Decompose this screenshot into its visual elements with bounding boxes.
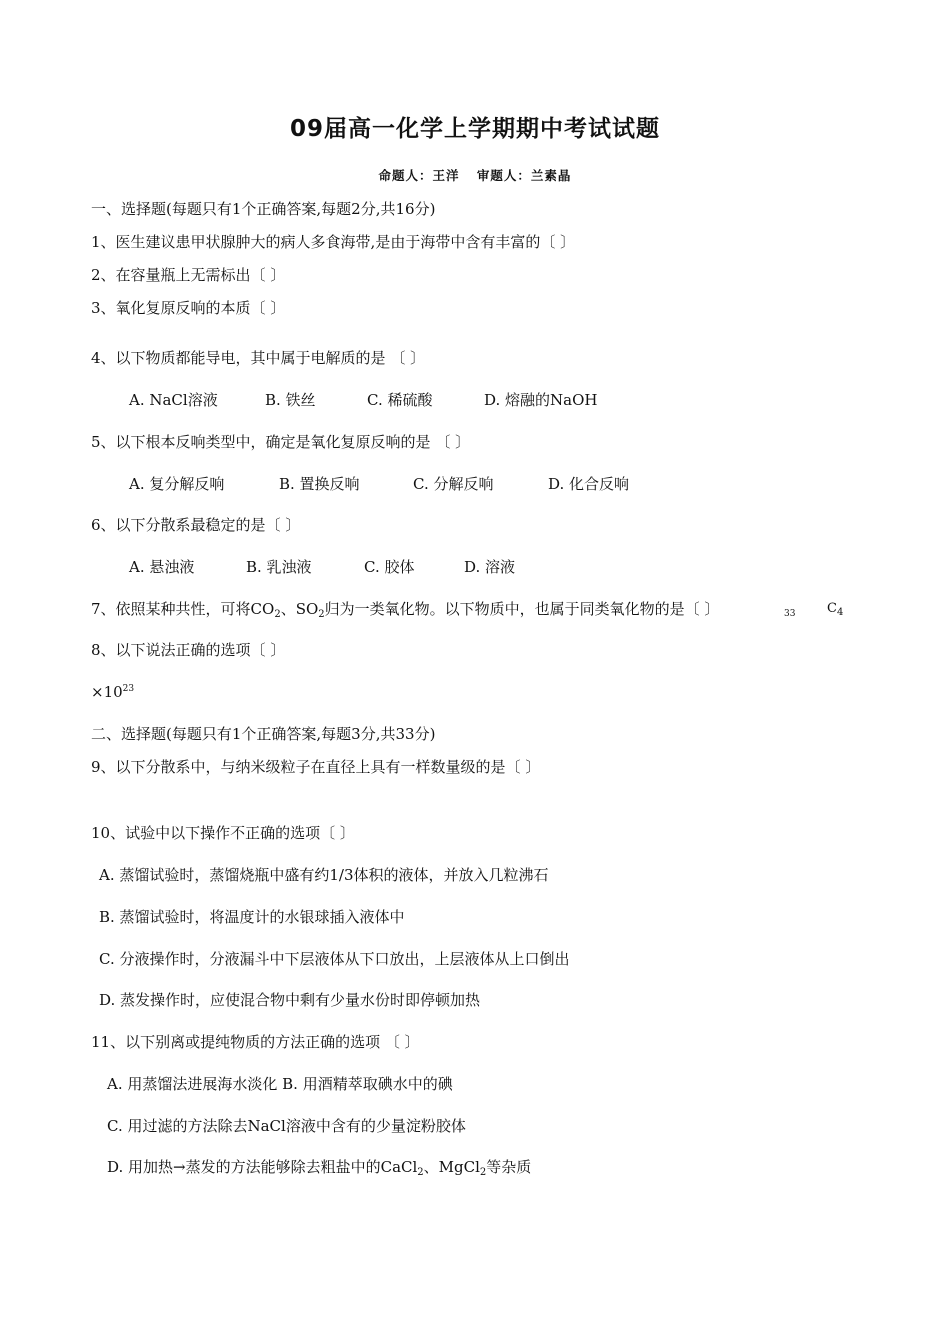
- q11-d-suffix: 等杂质: [486, 1158, 532, 1176]
- q4-option-b: B. 铁丝: [265, 391, 316, 409]
- question-1: 1、医生建议患甲状腺肿大的病人多食海带,是由于海带中含有丰富的〔 〕: [91, 233, 576, 251]
- question-2: 2、在容量瓶上无需标出〔 〕: [91, 266, 286, 284]
- reviewer-label: 审题人：兰素晶: [476, 168, 572, 183]
- page-title: 09届高一化学上学期期中考试试题: [289, 116, 660, 142]
- q11-option-d: [107, 1157, 531, 1177]
- q10-option-c: C. 分液操作时，分液漏斗中下层液体从下口放出，上层液体从上口倒出: [99, 950, 570, 968]
- q4-option-d: D. 熔融的NaOH: [484, 391, 598, 409]
- question-10: 10、试验中以下操作不正确的选项〔 〕: [91, 824, 355, 842]
- q4-option-a: A. NaCl溶液: [129, 391, 218, 409]
- setter-label: 命题人：王洋: [378, 168, 460, 183]
- q8-fragment-exp: 23: [122, 684, 135, 694]
- q5-option-d: D. 化合反响: [548, 475, 630, 493]
- question-5: 5、以下根本反响类型中，确定是氧化复原反响的是 〔 〕: [91, 433, 471, 451]
- q11-d-sub-1: 2: [417, 1167, 424, 1178]
- q11-d-sub-2: 2: [479, 1167, 487, 1178]
- q11-d-prefix: D. 用加热→蒸发的方法能够除去粗盐中的CaCl: [107, 1158, 418, 1176]
- q7-sub-1: 2: [274, 609, 281, 620]
- q6-option-d: D. 溶液: [464, 558, 516, 576]
- question-6: 6、以下分散系最稳定的是〔 〕: [91, 516, 301, 534]
- question-11: 11、以下别离或提纯物质的方法正确的选项 〔 〕: [91, 1033, 420, 1051]
- question-8: 8、以下说法正确的选项〔 〕: [91, 641, 286, 659]
- question-4: 4、以下物质都能导电，其中属于电解质的是 〔 〕: [91, 349, 426, 367]
- q5-option-c: C. 分解反响: [413, 475, 494, 493]
- q7-prefix: 7、依照某种共性，可将CO: [91, 600, 275, 618]
- q11-d-mid: 、MgCl: [423, 1158, 480, 1176]
- q5-option-a: A. 复分解反响: [129, 475, 225, 493]
- q6-option-a: A. 悬浊液: [129, 558, 195, 576]
- q6-option-b: B. 乳浊液: [246, 558, 312, 576]
- q4-option-c: C. 稀硫酸: [367, 391, 433, 409]
- q8-fragment-base: ×10: [91, 683, 123, 701]
- q7-mid: 、SO: [280, 600, 319, 618]
- q5-option-b: B. 置换反响: [279, 475, 360, 493]
- question-9: 9、以下分散系中，与纳米级粒子在直径上具有一样数量级的是〔 〕: [91, 758, 541, 776]
- q6-option-c: C. 胶体: [364, 558, 415, 576]
- authors-line: [0, 166, 950, 184]
- section-1-heading: 一、选择题(每题只有1个正确答案,每题2分,共16分): [91, 200, 436, 218]
- q7-fragment-c4: [827, 599, 843, 619]
- q7-rest: 归为一类氧化物。以下物质中，也属于同类氧化物的是〔 〕: [324, 600, 720, 618]
- q7-fragment-33: 33: [784, 609, 796, 619]
- q10-option-b: B. 蒸馏试验时，将温度计的水银球插入液体中: [99, 908, 405, 926]
- q8-fragment: [91, 682, 134, 702]
- q11-option-c: C. 用过滤的方法除去NaCl溶液中含有的少量淀粉胶体: [107, 1117, 466, 1135]
- section-2-heading: 二、选择题(每题只有1个正确答案,每题3分,共33分): [91, 725, 436, 743]
- question-7: [91, 599, 719, 619]
- q7-c-label: C: [827, 601, 837, 616]
- q10-option-d: D. 蒸发操作时，应使混合物中剩有少量水份时即停顿加热: [99, 991, 481, 1009]
- q7-sub-2: 2: [318, 609, 325, 620]
- q7-c-sub: 4: [836, 607, 844, 618]
- q10-option-a: A. 蒸馏试验时，蒸馏烧瓶中盛有约1/3体积的液体，并放入几粒沸石: [99, 866, 549, 884]
- q11-option-ab: A. 用蒸馏法进展海水淡化 B. 用酒精萃取碘水中的碘: [107, 1075, 453, 1093]
- question-3: 3、氧化复原反响的本质〔 〕: [91, 299, 286, 317]
